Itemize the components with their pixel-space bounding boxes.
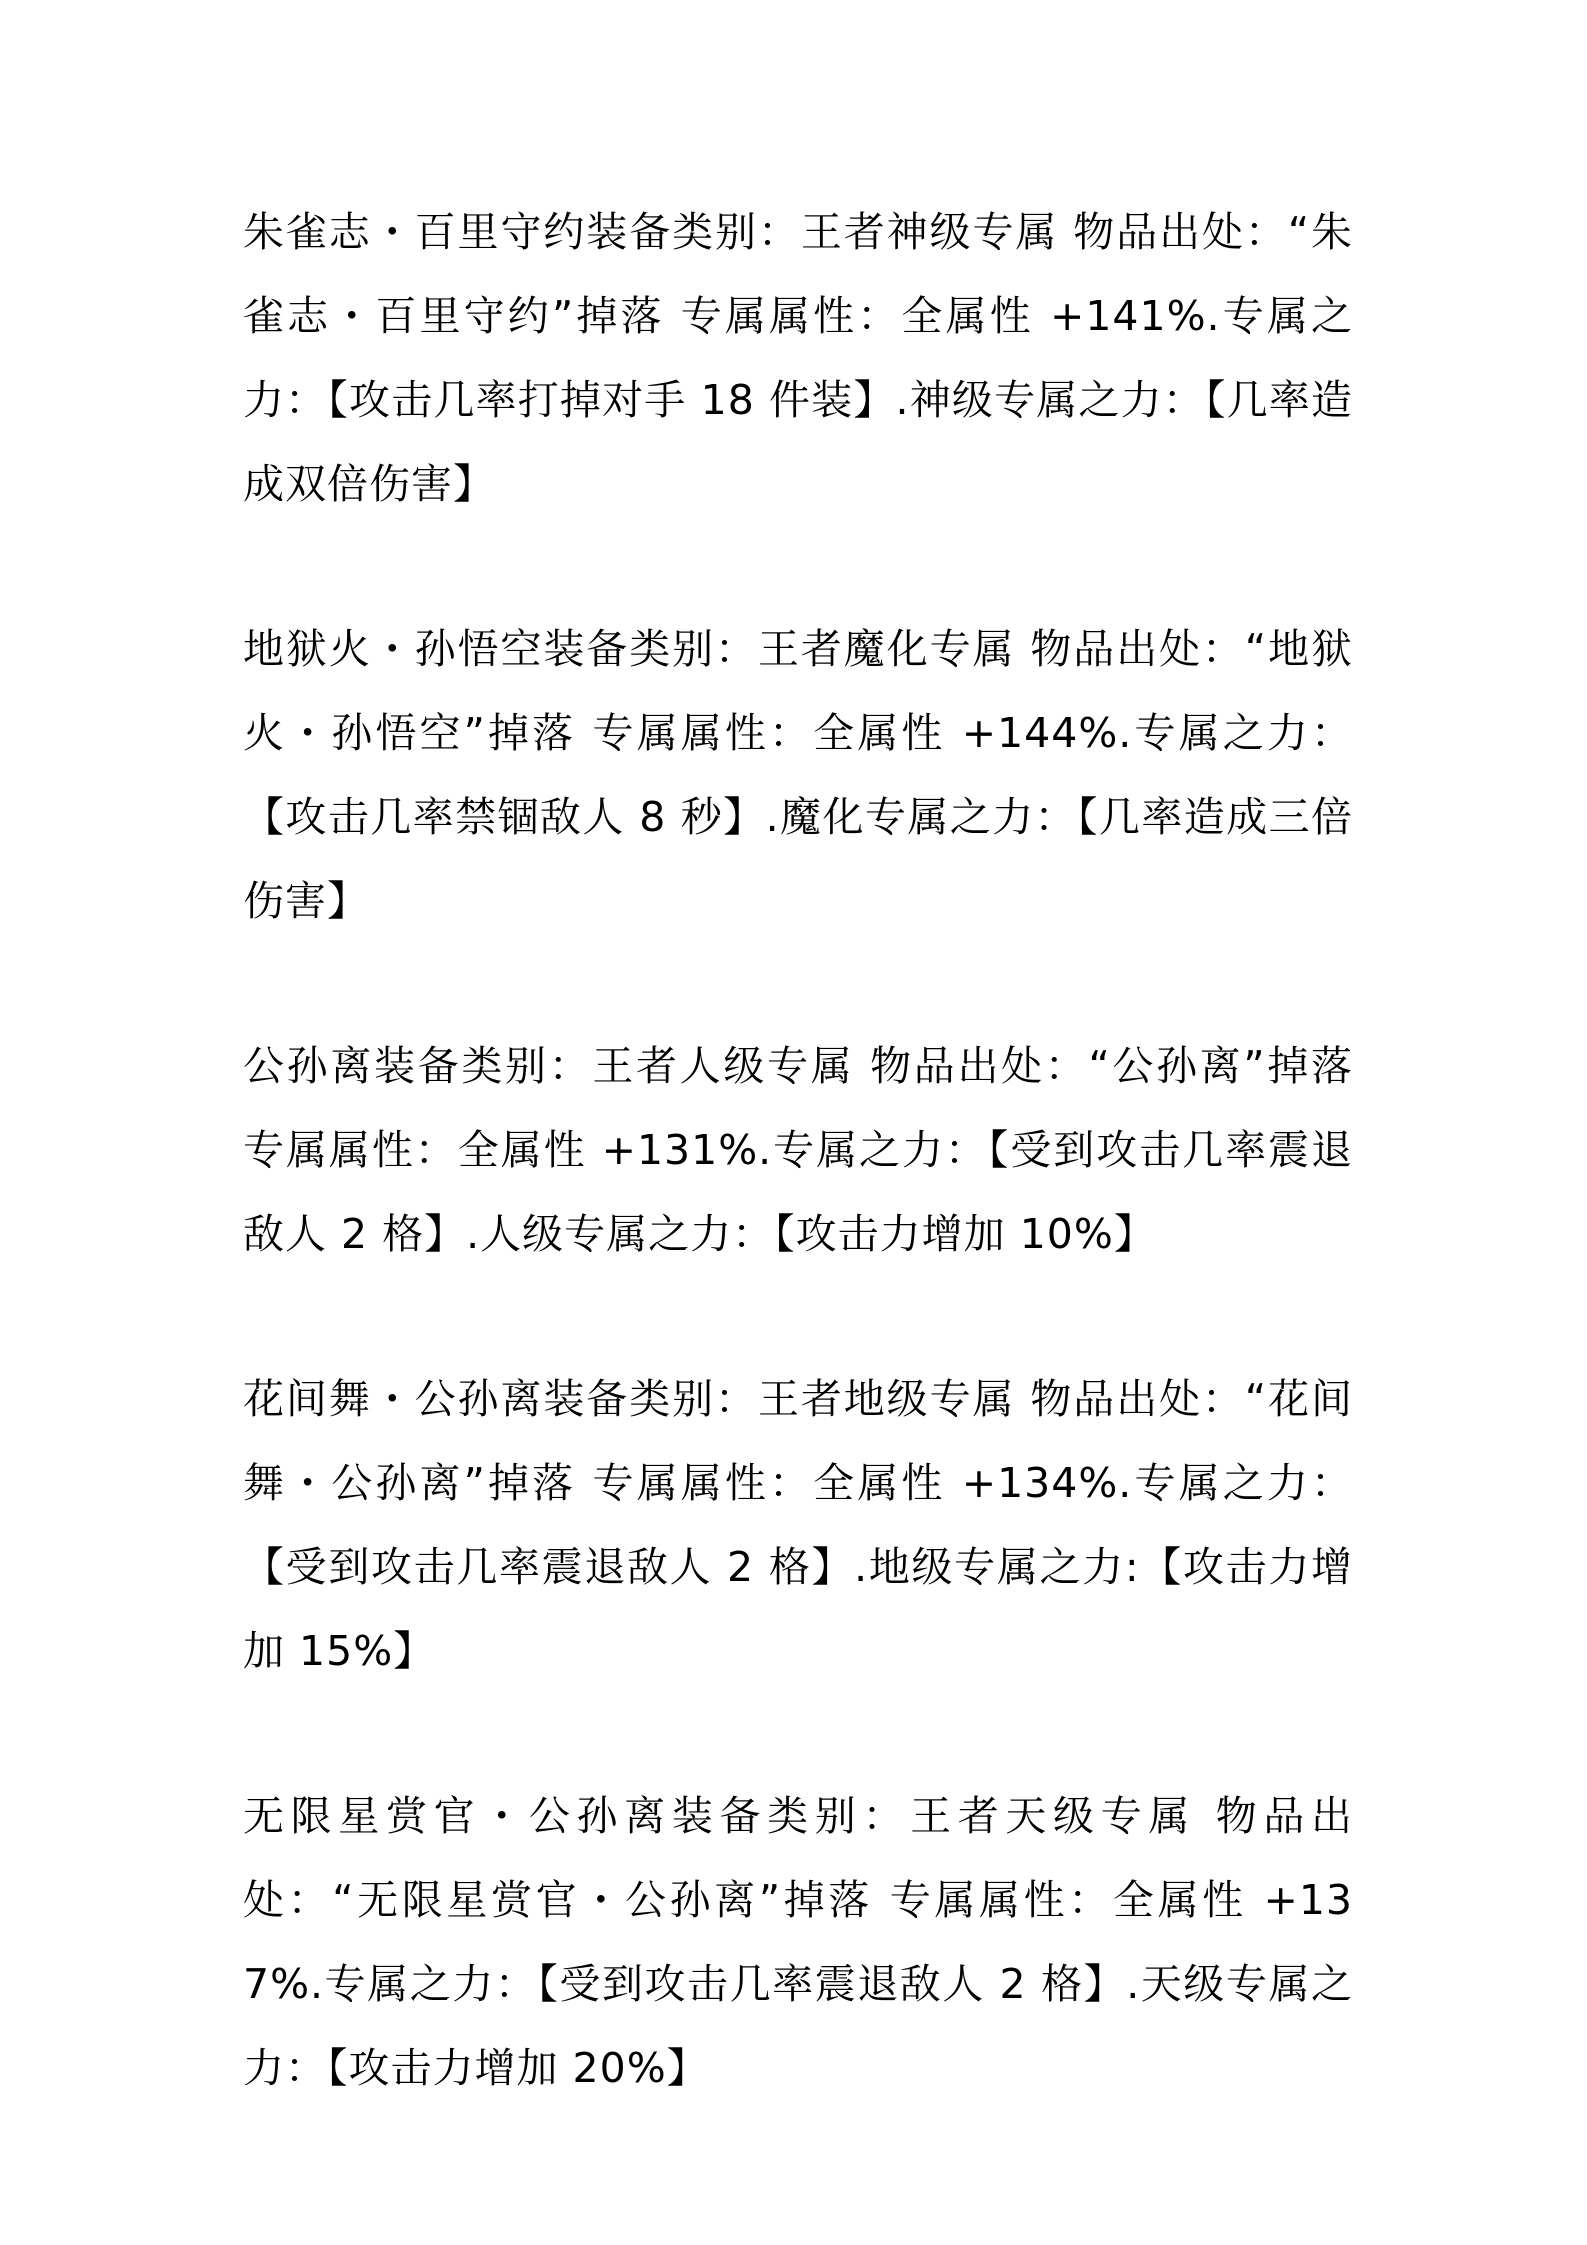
paragraph-gongsunli: 公孙离装备类别：王者人级专属 物品出处：“公孙离”掉落 专属属性：全属性 +131%.专属之力：【受到攻击几率震退敌人 2 格】.人级专属之力：【攻击力增加 10%】	[243, 1042, 1353, 1258]
paragraph-zhuquezhi-bailishouyue: 朱雀志・百里守约装备类别：王者神级专属 物品出处：“朱雀志・百里守约”掉落 专属属性：全属性 +141%.专属之力：【攻击几率打掉对手 18 件装】.神级专属之力：【几率造成双倍伤害】	[243, 208, 1353, 508]
paragraph-huajianwu-gongsunli: 花间舞・公孙离装备类别：王者地级专属 物品出处：“花间舞・公孙离”掉落 专属属性：全属性 +134%.专属之力：【受到攻击几率震退敌人 2 格】.地级专属之力:【攻击力增加 15%】	[243, 1375, 1353, 1675]
paragraph-diyuhuo-sunwukong: 地狱火・孙悟空装备类别：王者魔化专属 物品出处：“地狱火・孙悟空”掉落 专属属性：全属性 +144%.专属之力：【攻击几率禁锢敌人 8 秒】.魔化专属之力：【几率造成三倍伤害】	[243, 625, 1353, 925]
paragraph-wuxianxingshangguan-gongsunli: 无限星赏官・公孙离装备类别：王者天级专属 物品出处：“无限星赏官・公孙离”掉落 专属属性：全属性 +137%.专属之力：【受到攻击几率震退敌人 2 格】.天级专属之力：【攻击力增加 20%】	[243, 1792, 1353, 2092]
document-body	[243, 190, 1353, 2191]
